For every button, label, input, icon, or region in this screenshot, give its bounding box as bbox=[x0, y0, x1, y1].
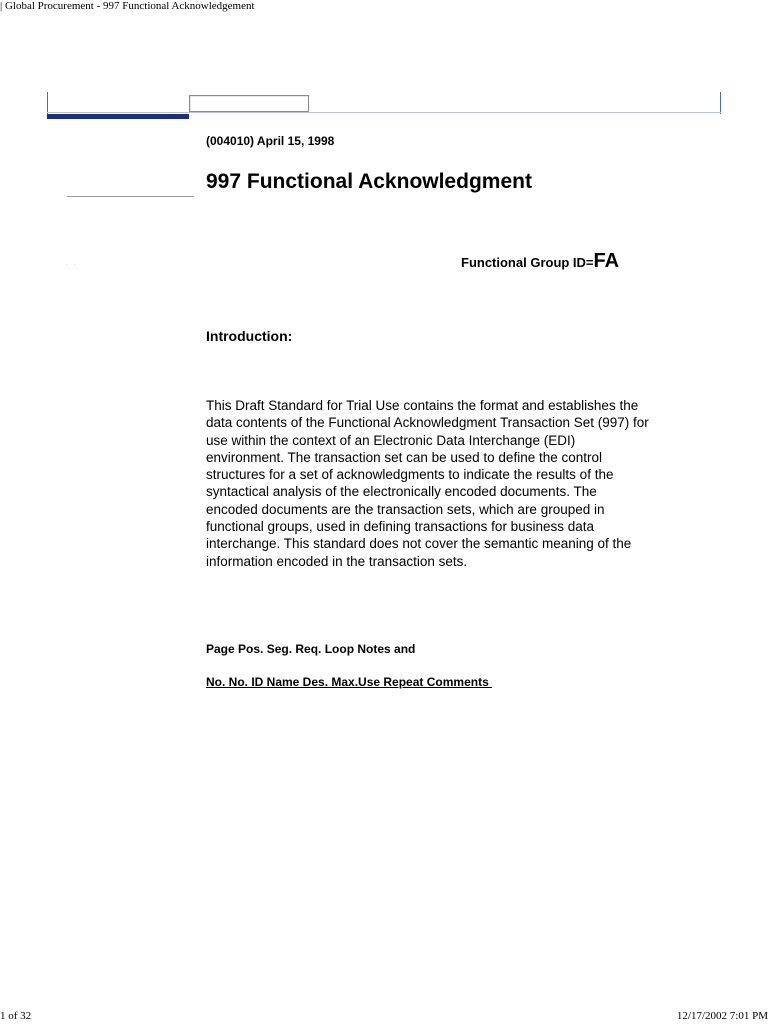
page-title: 997 Functional Acknowledgment bbox=[206, 170, 532, 193]
sidebar-divider bbox=[67, 196, 194, 197]
sidebar-dots: ·· bbox=[66, 262, 82, 268]
introduction-text: This Draft Standard for Trial Use contains the format and establishes the data contents of the Functional Acknowledgment Transaction Set (997) for use within the context of an Electronic Data Interchange (EDI) environment. The transaction set can be used to define the control structures for a set of acknowledgments to indicate the results of the syntactical analysis of the electronically encoded documents. The encoded documents are the transaction sets, which are grouped in functional groups, used in defining transactions for business data interchange. This standard does not cover the semantic meaning of the information encoded in the transaction sets. bbox=[206, 398, 649, 569]
functional-group-id bbox=[461, 250, 619, 273]
group-id-value: FA bbox=[593, 250, 620, 272]
nav-right-tick bbox=[720, 92, 721, 114]
print-footer-datetime: 12/17/2002 7:01 PM bbox=[676, 1010, 768, 1022]
table-header-row-2: No. No. ID Name Des. Max.Use Repeat Comments bbox=[206, 675, 493, 689]
print-footer-page: 1 of 32 bbox=[0, 1010, 32, 1022]
nav-empty-button[interactable] bbox=[189, 95, 309, 112]
nav-divider-line bbox=[47, 112, 721, 113]
table-header-row-1: Page Pos. Seg. Req. Loop Notes and bbox=[206, 642, 416, 656]
introduction-heading: Introduction: bbox=[206, 328, 293, 344]
group-id-label: Functional Group ID= bbox=[461, 255, 594, 270]
print-header-title: | Global Procurement - 997 Functional Acknowledgement bbox=[0, 0, 255, 12]
nav-active-indicator bbox=[47, 114, 189, 119]
nav-left-tick bbox=[47, 92, 48, 114]
version-line: (004010) April 15, 1998 bbox=[206, 134, 335, 148]
